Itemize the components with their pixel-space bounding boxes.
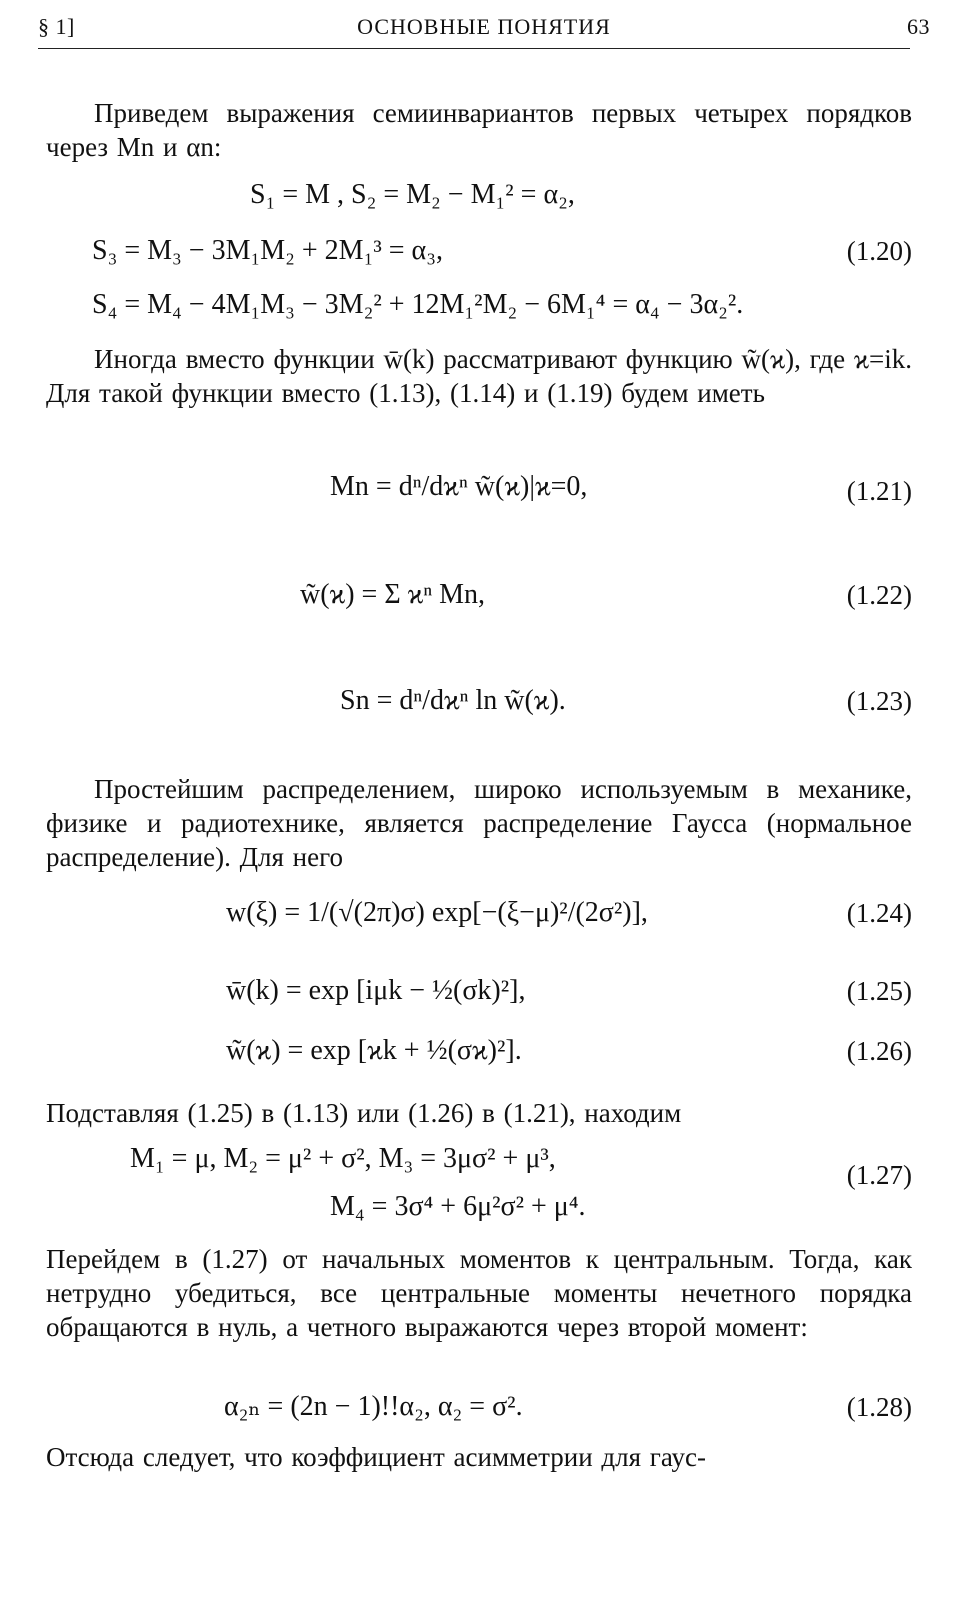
equation-1-22: w̃(ϰ) = Σ ϰⁿ Mn, [300,579,486,610]
equation-number-1-27: (1.27) [846,1160,912,1190]
equation-1-27-line-2: M₄ = 3σ⁴ + 6μ²σ² + μ⁴. [330,1191,586,1222]
chapter-title: ОСНОВНЫЕ ПОНЯТИЯ [357,14,611,39]
equation-number-1-21: (1.21) [846,476,912,506]
paragraph-4: Подставляя (1.25) в (1.13) или (1.26) в (1.21), находим [46,1098,682,1128]
paragraph-5: Перейдем в (1.27) от начальных моментов к центральным. Тогда, как нетрудно убедиться, все центральные моменты нечетного порядка обращаются в нуль, а четного выражаются через второй момент: [46,1244,912,1342]
equation-number-1-24: (1.24) [846,898,912,928]
equation-1-24: w(ξ) = 1/(√(2π)σ) exp[−(ξ−μ)²/(2σ²)], [226,897,648,928]
equation-number-1-25: (1.25) [846,976,912,1006]
page-number: 63 [907,14,930,39]
equation-1-21: Mn = dⁿ/dϰⁿ w̃(ϰ)|ϰ=0, [330,471,588,502]
equation-1-27-line-1: M₁ = μ, M₂ = μ² + σ², M₃ = 3μσ² + μ³, [130,1143,556,1174]
equation-number-1-23: (1.23) [846,686,912,716]
equation-1-20-line-2: S₃ = M₃ − 3M₁M₂ + 2M₁³ = α₃, [92,235,443,266]
equation-1-23: Sn = dⁿ/dϰⁿ ln w̃(ϰ). [340,685,566,716]
equation-number-1-26: (1.26) [846,1036,912,1066]
paragraph-6: Отсюда следует, что коэффициент асимметрии для гаус- [46,1442,706,1472]
equation-1-20-line-1: S₁ = M , S₂ = M₂ − M₁² = α₂, [250,179,575,210]
equation-number-1-20: (1.20) [846,236,912,266]
equation-1-25: w̄(k) = exp [iμk − ½(σk)²], [226,975,526,1006]
paragraph-1: Приведем выражения семиинвариантов первых четырех порядков через Mn и αn: [46,98,912,162]
section-marker: § 1] [38,14,75,39]
equation-number-1-28: (1.28) [846,1392,912,1422]
header-rule [38,48,910,49]
equation-1-28: α₂ₙ = (2n − 1)!!α₂, α₂ = σ². [224,1391,523,1422]
equation-number-1-22: (1.22) [846,580,912,610]
paragraph-2: Иногда вместо функции w̄(k) рассматривают функцию w̃(ϰ), где ϰ=ik. Для такой функции вместо (1.13), (1.14) и (1.19) будем иметь [46,344,912,408]
paragraph-3: Простейшим распределением, широко используемым в механике, физике и радиотехнике, является распределение Гаусса (нормальное распределение). Для него [46,774,912,872]
running-header [38,14,930,46]
equation-1-20-line-3: S₄ = M₄ − 4M₁M₃ − 3M₂² + 12M₁²M₂ − 6M₁⁴ = α₄ − 3α₂². [92,289,744,320]
equation-1-26: w̃(ϰ) = exp [ϰk + ½(σϰ)²]. [226,1035,522,1066]
